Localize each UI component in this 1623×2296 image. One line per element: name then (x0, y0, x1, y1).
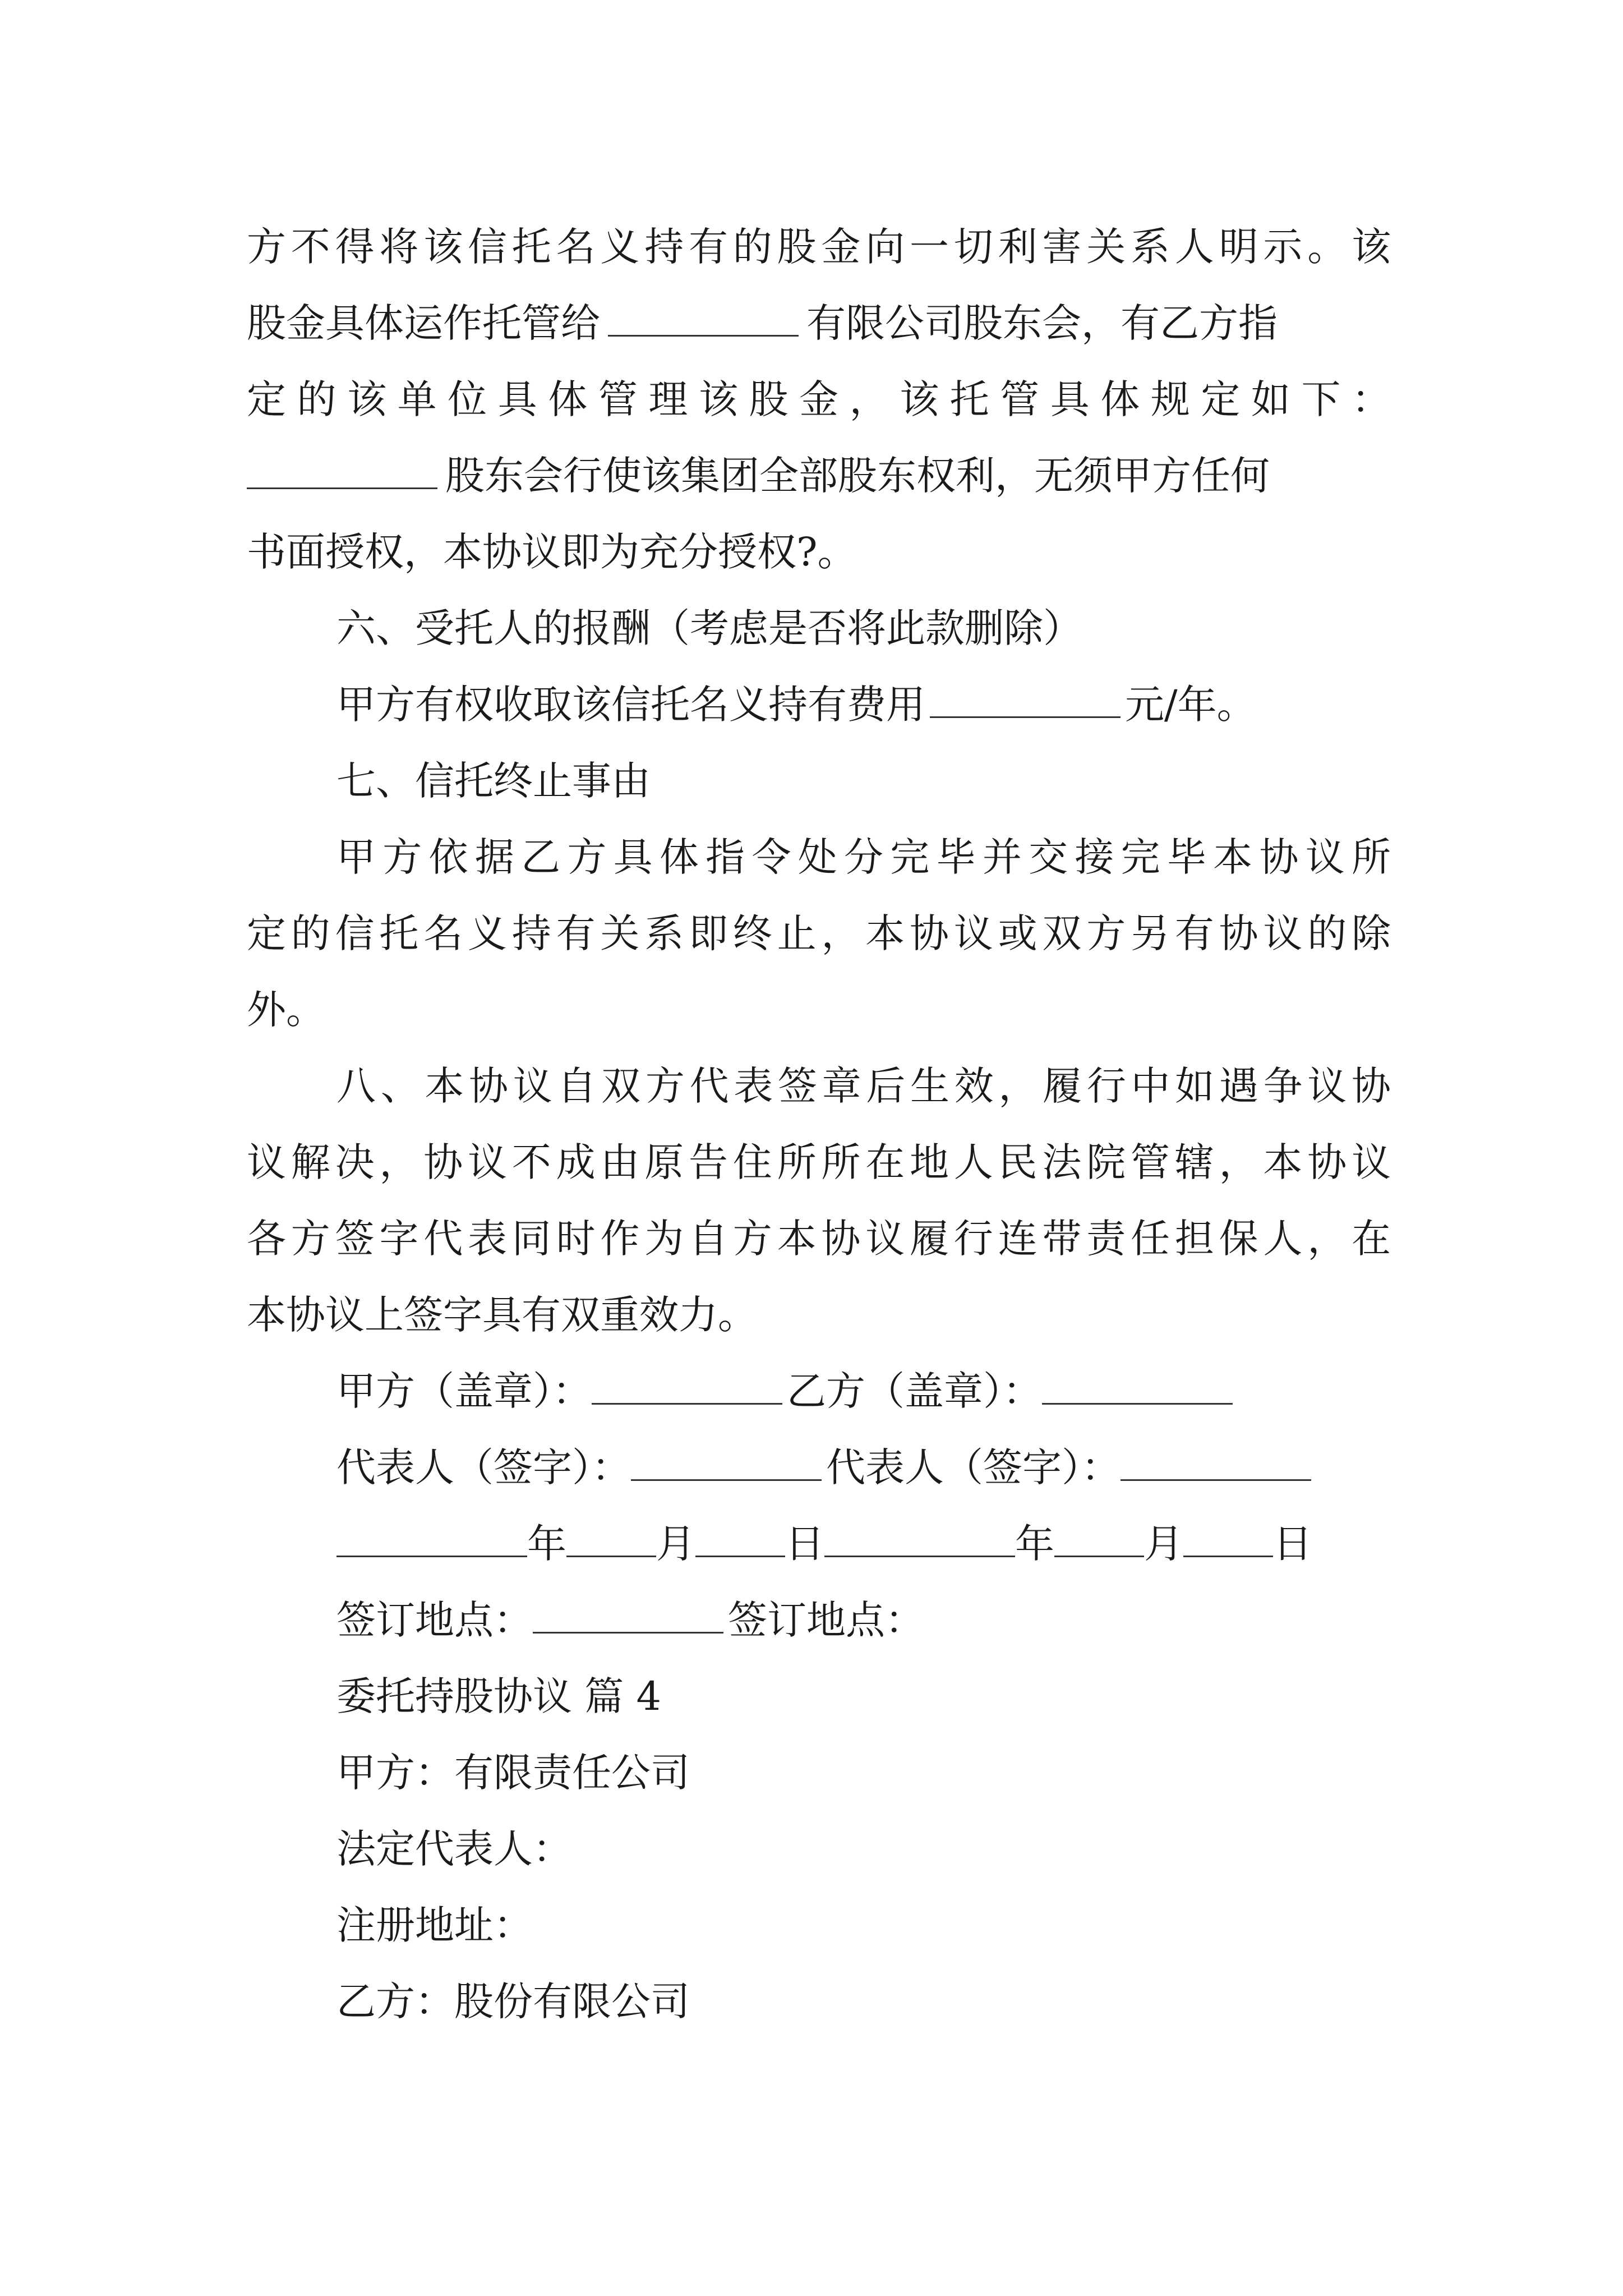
month-blank (1054, 1521, 1144, 1557)
text-segment: 股东会行使该集团全部股东权利，无须甲方任何 (445, 453, 1270, 499)
signature-rep-line (336, 1439, 1391, 1496)
party-b-seal-blank (1042, 1368, 1233, 1405)
text-segment: 元/年。 (1125, 682, 1256, 728)
paragraph-line: 八、本协议自双方代表签章后生效，履行中如遇争议协 (336, 1063, 1391, 1109)
paragraph-line: 定的信托名义持有关系即终止，本协议或双方另有协议的除 (247, 910, 1391, 956)
party-a-seal-blank (592, 1368, 782, 1405)
party-b-line: 乙方：股份有限公司 (336, 1978, 690, 2024)
paragraph-line: 外。 (247, 987, 325, 1033)
section-heading: 七、信托终止事由 (336, 758, 651, 804)
paragraph-line: 定的该单位具体管理该股金，该托管具体规定如下： (247, 376, 1391, 422)
blank-field (930, 682, 1121, 718)
year-label: 年 (1015, 1521, 1054, 1567)
paragraph-line (336, 677, 1391, 733)
paragraph-line: 甲方依据乙方具体指令处分完毕并交接完毕本协议所 (336, 834, 1391, 880)
month-label: 月 (656, 1521, 695, 1567)
section-title: 委托持股协议 篇 4 (336, 1673, 662, 1719)
year-label: 年 (527, 1521, 566, 1567)
rep-b-label: 代表人（签字）： (826, 1444, 1121, 1490)
signature-place-line (336, 1592, 1391, 1648)
paragraph-line: 议解决，协议不成由原告住所所在地人民法院管辖，本协议 (247, 1139, 1391, 1185)
day-blank (1183, 1521, 1273, 1557)
rep-a-blank (631, 1444, 822, 1481)
day-blank (695, 1521, 785, 1557)
paragraph-line: 书面授权，本协议即为充分授权?。 (247, 529, 857, 575)
text-segment: 甲方有权收取该信托名义持有费用 (336, 682, 925, 728)
signature-seal-line (336, 1363, 1391, 1419)
text-segment: 有限公司股东会，有乙方指 (806, 300, 1278, 346)
address-line: 注册地址： (336, 1902, 533, 1948)
paragraph-line (247, 295, 1391, 351)
paragraph-line: 方不得将该信托名义持有的股金向一切利害关系人明示。该 (247, 224, 1391, 270)
day-label: 日 (1273, 1521, 1312, 1567)
place-a-label: 签订地点： (336, 1597, 533, 1643)
month-blank (566, 1521, 656, 1557)
place-a-blank (533, 1597, 723, 1634)
text-segment: 股金具体运作托管给 (247, 300, 600, 346)
party-b-seal-label: 乙方（盖章）： (787, 1368, 1042, 1414)
blank-field (608, 300, 799, 337)
paragraph-line: 各方签字代表同时作为自方本协议履行连带责任担保人，在 (247, 1216, 1391, 1262)
year-blank (824, 1521, 1015, 1557)
month-label: 月 (1144, 1521, 1183, 1567)
rep-b-blank (1121, 1444, 1311, 1481)
year-blank (336, 1521, 527, 1557)
blank-field (247, 453, 437, 489)
rep-a-label: 代表人（签字）： (336, 1444, 631, 1490)
section-heading: 六、受托人的报酬（考虑是否将此款删除） (336, 605, 1082, 651)
paragraph-line: 本协议上签字具有双重效力。 (247, 1292, 757, 1338)
party-a-line: 甲方：有限责任公司 (336, 1750, 690, 1796)
legal-rep-line: 法定代表人： (336, 1826, 572, 1872)
signature-date-line (336, 1516, 1391, 1572)
paragraph-line (247, 448, 1391, 504)
day-label: 日 (785, 1521, 824, 1567)
place-b-label: 签订地点： (728, 1597, 924, 1643)
party-a-seal-label: 甲方（盖章）： (336, 1368, 592, 1414)
